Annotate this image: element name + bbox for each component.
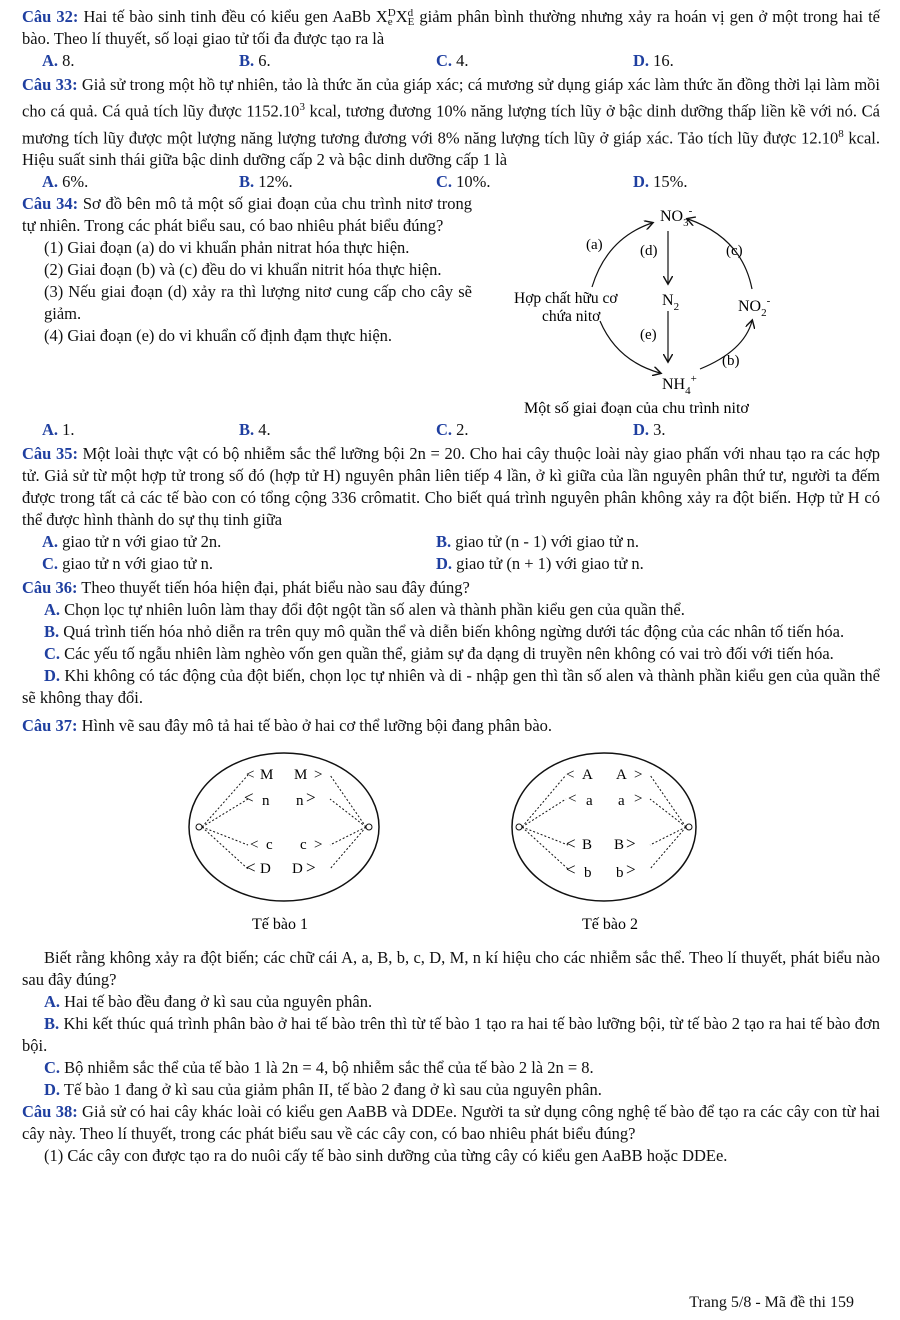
question-38: Câu 38: Giả sử có hai cây khác loài có kiểu gen AaBB và DDEe. Người ta sử dụng công nghệ tế bào để tạo ra các cây con từ hai cây này. Theo lí thuyết, trong các phát biểu sau về các cây con, có bao nhiêu phát biểu đúng? — [22, 1102, 881, 1143]
svg-text:<: < — [566, 834, 576, 853]
question-label: Câu 34: — [22, 194, 79, 213]
cell-1 — [189, 753, 379, 933]
option-d[interactable]: D. 3. — [633, 420, 666, 439]
svg-text:A: A — [582, 767, 593, 783]
organic-label-2: chứa nitơ — [542, 308, 601, 325]
question-33: Câu 33: Giả sử trong một hồ tự nhiên, tảo là thức ăn của giáp xác; cá mương sử dụng giáp xác làm thức ăn đồng thời lại làm mồi cho cá quả. Cá quả tích lũy được 1152.10$^3$ kcal, tương đương 10% năng lượng tích lũy ở bậc dinh dưỡng thấp liền kề với nó. Cá mương tích lũy được một lượng năng lượng tương đương với 8% năng lượng tích lũy ở giáp xác. Tảo tích lũy được 12.10$^8$ kcal. Hiệu suất sinh thái giữa bậc dinh dưỡng cấp 2 và bậc dinh dưỡng cấp 1 là — [22, 75, 880, 169]
no3-label: $NO_3^-$ — [660, 205, 693, 229]
question-label: Câu 32: — [22, 7, 79, 26]
question-text: Hai tế bào sinh tinh đều có kiểu gen AaBb X — [83, 7, 388, 26]
option-c[interactable]: C. 10%. — [436, 172, 491, 191]
svg-text:B: B — [582, 837, 593, 853]
svg-text:M: M — [260, 767, 274, 783]
statement-3: (3) Nếu giai đoạn (d) xảy ra thì lượng nitơ cung cấp cho cây sẽ giảm. — [44, 282, 472, 323]
label-b: (b) — [722, 353, 740, 369]
organic-label-1: Hợp chất hữu cơ — [514, 290, 618, 307]
option-a[interactable]: A. 1. — [42, 420, 75, 439]
label-e: (e) — [640, 327, 657, 343]
svg-text:<: < — [246, 767, 255, 783]
option-c[interactable]: C. Bộ nhiễm sắc thể của tế bào 1 là 2n = 4, bộ nhiễm sắc thể của tế bào 2 là 2n = 8. — [44, 1058, 594, 1077]
answer-options-33 — [22, 171, 880, 193]
option-c[interactable]: C. 2. — [436, 420, 469, 439]
option-c[interactable]: C. giao tử n với giao tử n. — [42, 554, 213, 573]
answer-options-34 — [22, 419, 880, 441]
svg-text:D: D — [260, 861, 271, 877]
option-d[interactable]: D. Tế bào 1 đang ở kì sau của giảm phân II, tế bào 2 đang ở kì sau của nguyên phân. — [44, 1080, 602, 1099]
svg-text:b: b — [584, 865, 592, 881]
answer-options-35-row2 — [22, 553, 880, 575]
svg-text:A: A — [616, 767, 627, 783]
cells-figure — [22, 743, 880, 939]
svg-text:a: a — [618, 793, 625, 809]
cell-2 — [512, 753, 696, 933]
option-b[interactable]: B. giao tử (n - 1) với giao tử n. — [436, 532, 640, 551]
option-b[interactable]: B. Quá trình tiến hóa nhỏ diễn ra trên quy mô quần thể và diễn biến không ngừng dưới tác động của các nhân tố tiến hóa. — [44, 622, 845, 641]
option-c[interactable]: C. 4. — [436, 51, 469, 70]
svg-text:>: > — [634, 791, 643, 807]
option-c[interactable]: C. Các yếu tố ngẫu nhiên làm nghèo vốn gen quần thể, giảm sự đa dạng di truyền nên không có vai trò đối với tiến hóa. — [44, 644, 834, 663]
label-a: (a) — [586, 237, 603, 253]
svg-text:B: B — [614, 837, 625, 853]
option-a[interactable]: A. 8. — [42, 51, 75, 70]
svg-text:n: n — [262, 793, 270, 809]
option-d[interactable]: D. Khi không có tác động của đột biến, chọn lọc tự nhiên và di - nhập gen thì tần số alen và thành phần kiểu gen của quần thể sẽ không thay đổi. — [22, 666, 880, 707]
nh4-label: $NH_4^+$ — [662, 373, 697, 397]
exam-page — [22, 6, 880, 1167]
svg-text:n: n — [296, 793, 304, 809]
svg-text:b: b — [616, 865, 624, 881]
statement-2: (2) Giai đoạn (b) và (c) đều do vi khuẩn nitrit hóa thực hiện. — [44, 260, 442, 279]
label-d: (d) — [640, 243, 658, 259]
svg-text:<: < — [246, 858, 256, 877]
svg-text:c: c — [266, 837, 273, 853]
answer-options-35-row1 — [22, 531, 880, 553]
question-label: Câu 36: — [22, 578, 78, 597]
svg-text:M: M — [294, 767, 308, 783]
svg-text:<: < — [244, 788, 254, 807]
option-b[interactable]: B. 6. — [239, 51, 271, 70]
option-d[interactable]: D. giao tử (n + 1) với giao tử n. — [436, 554, 644, 573]
label-c: (c) — [726, 243, 743, 259]
svg-text:<: < — [566, 767, 575, 783]
svg-text:>: > — [634, 767, 643, 783]
nitrogen-cycle-svg — [512, 193, 832, 419]
option-b[interactable]: B. 12%. — [239, 172, 293, 191]
option-d[interactable]: D. 16. — [633, 51, 674, 70]
statement-1: (1) Các cây con được tạo ra do nuôi cấy tế bào sinh dưỡng của từng cây có kiểu gen AaBB hoặc DDEe. — [44, 1146, 728, 1165]
question-37: Câu 37: Hình vẽ sau đây mô tả hai tế bào ở hai cơ thể lưỡng bội đang phân bào. — [22, 716, 553, 735]
question-32: Câu 32: Hai tế bào sinh tinh đều có kiểu gen AaBb X D e X d E giảm phân bình thường nhưng xảy ra hoán vị gen ở một trong hai tế bào. Theo lí thuyết, số loại giao tử tối đa được tạo ra là — [22, 7, 881, 48]
option-a[interactable]: A. 6%. — [42, 172, 89, 191]
diagram-caption: Một số giai đoạn của chu trình nitơ — [524, 400, 749, 417]
option-a[interactable]: A. Chọn lọc tự nhiên luôn làm thay đổi đột ngột tần số alen và thành phần kiểu gen của quần thể. — [44, 600, 685, 619]
svg-text:<: < — [568, 791, 577, 807]
option-b[interactable]: B. Khi kết thúc quá trình phân bào ở hai tế bào trên thì từ tế bào 1 tạo ra hai tế bào lưỡng bội, từ tế bào 2 tạo ra hai tế bào đơn bội. — [22, 1014, 880, 1055]
svg-text:>: > — [626, 834, 636, 853]
svg-text:>: > — [314, 767, 323, 783]
svg-text:>: > — [626, 860, 636, 879]
page-footer: Trang 5/8 - Mã đề thi 159 — [689, 1294, 854, 1311]
svg-text:>: > — [314, 837, 323, 853]
question-label: Câu 33: — [22, 75, 78, 94]
question-label: Câu 37: — [22, 716, 78, 735]
no2-label: $NO_2^-$ — [738, 295, 771, 319]
svg-text:>: > — [306, 788, 316, 807]
cell-1-caption: Tế bào 1 — [252, 916, 308, 933]
svg-text:a: a — [586, 793, 593, 809]
question-37-intro: Biết rằng không xảy ra đột biến; các chữ cái A, a, B, b, c, D, M, n kí hiệu cho các nhiễm sắc thể. Theo lí thuyết, phát biểu nào sau đây đúng? — [22, 948, 880, 989]
option-b[interactable]: B. 4. — [239, 420, 271, 439]
svg-text:>: > — [306, 858, 316, 877]
question-34 — [22, 193, 880, 419]
statement-4: (4) Giai đoạn (e) do vi khuẩn cố định đạm thực hiện. — [44, 326, 393, 345]
cell-2-caption: Tế bào 2 — [582, 916, 638, 933]
svg-text:D: D — [292, 861, 303, 877]
question-label: Câu 38: — [22, 1102, 78, 1121]
n2-label: $N_2$ — [662, 292, 680, 313]
svg-text:c: c — [300, 837, 307, 853]
question-label: Câu 35: — [22, 444, 78, 463]
question-36: Câu 36: Theo thuyết tiến hóa hiện đại, phát biểu nào sau đây đúng? — [22, 578, 470, 597]
question-34-text: Câu 34: Sơ đồ bên mô tả một số giai đoạn của chu trình nitơ trong tự nhiên. Trong các phát biểu sau, có bao nhiêu phát biểu đúng? (1) Giai đoạn (a) do vi khuẩn phản nitrat hóa thực hiện. (2) Giai đoạn (b) và (c) đều do vi khuẩn nitrit hóa thực hiện. (3) Nếu giai đoạn (d) xảy ra thì lượng nitơ cung cấp cho cây sẽ giảm. (4) Giai đoạn (e) do vi khuẩn cố định đạm thực hiện. — [22, 194, 473, 345]
cells-svg — [22, 743, 880, 939]
option-a[interactable]: A. giao tử n với giao tử 2n. — [42, 532, 222, 551]
svg-text:<: < — [566, 860, 576, 879]
svg-text:<: < — [250, 837, 259, 853]
question-35: Câu 35: Một loài thực vật có bộ nhiễm sắc thể lưỡng bội 2n = 20. Cho hai cây thuộc loài này giao phấn với nhau tạo ra các hợp tử. Giả sử từ một hợp tử trong số đó (hợp tử H) nguyên phân liên tiếp 4 lần, ở kì giữa của lần nguyên phân thứ tư, người ta đếm được trong tất cả các tế bào con có tổng cộng 336 crômatit. Cho biết quá trình nguyên phân không xảy ra đột biến. Hợp tử H có thể được hình thành do sự thụ tinh giữa — [22, 444, 880, 529]
nitrogen-cycle-diagram — [512, 193, 822, 419]
answer-options-32 — [22, 50, 880, 72]
option-a[interactable]: A. Hai tế bào đều đang ở kì sau của nguyên phân. — [44, 992, 373, 1011]
option-d[interactable]: D. 15%. — [633, 172, 688, 191]
statement-1: (1) Giai đoạn (a) do vi khuẩn phản nitrat hóa thực hiện. — [44, 238, 410, 257]
genotype-superscript-subscript: D e — [387, 7, 396, 29]
